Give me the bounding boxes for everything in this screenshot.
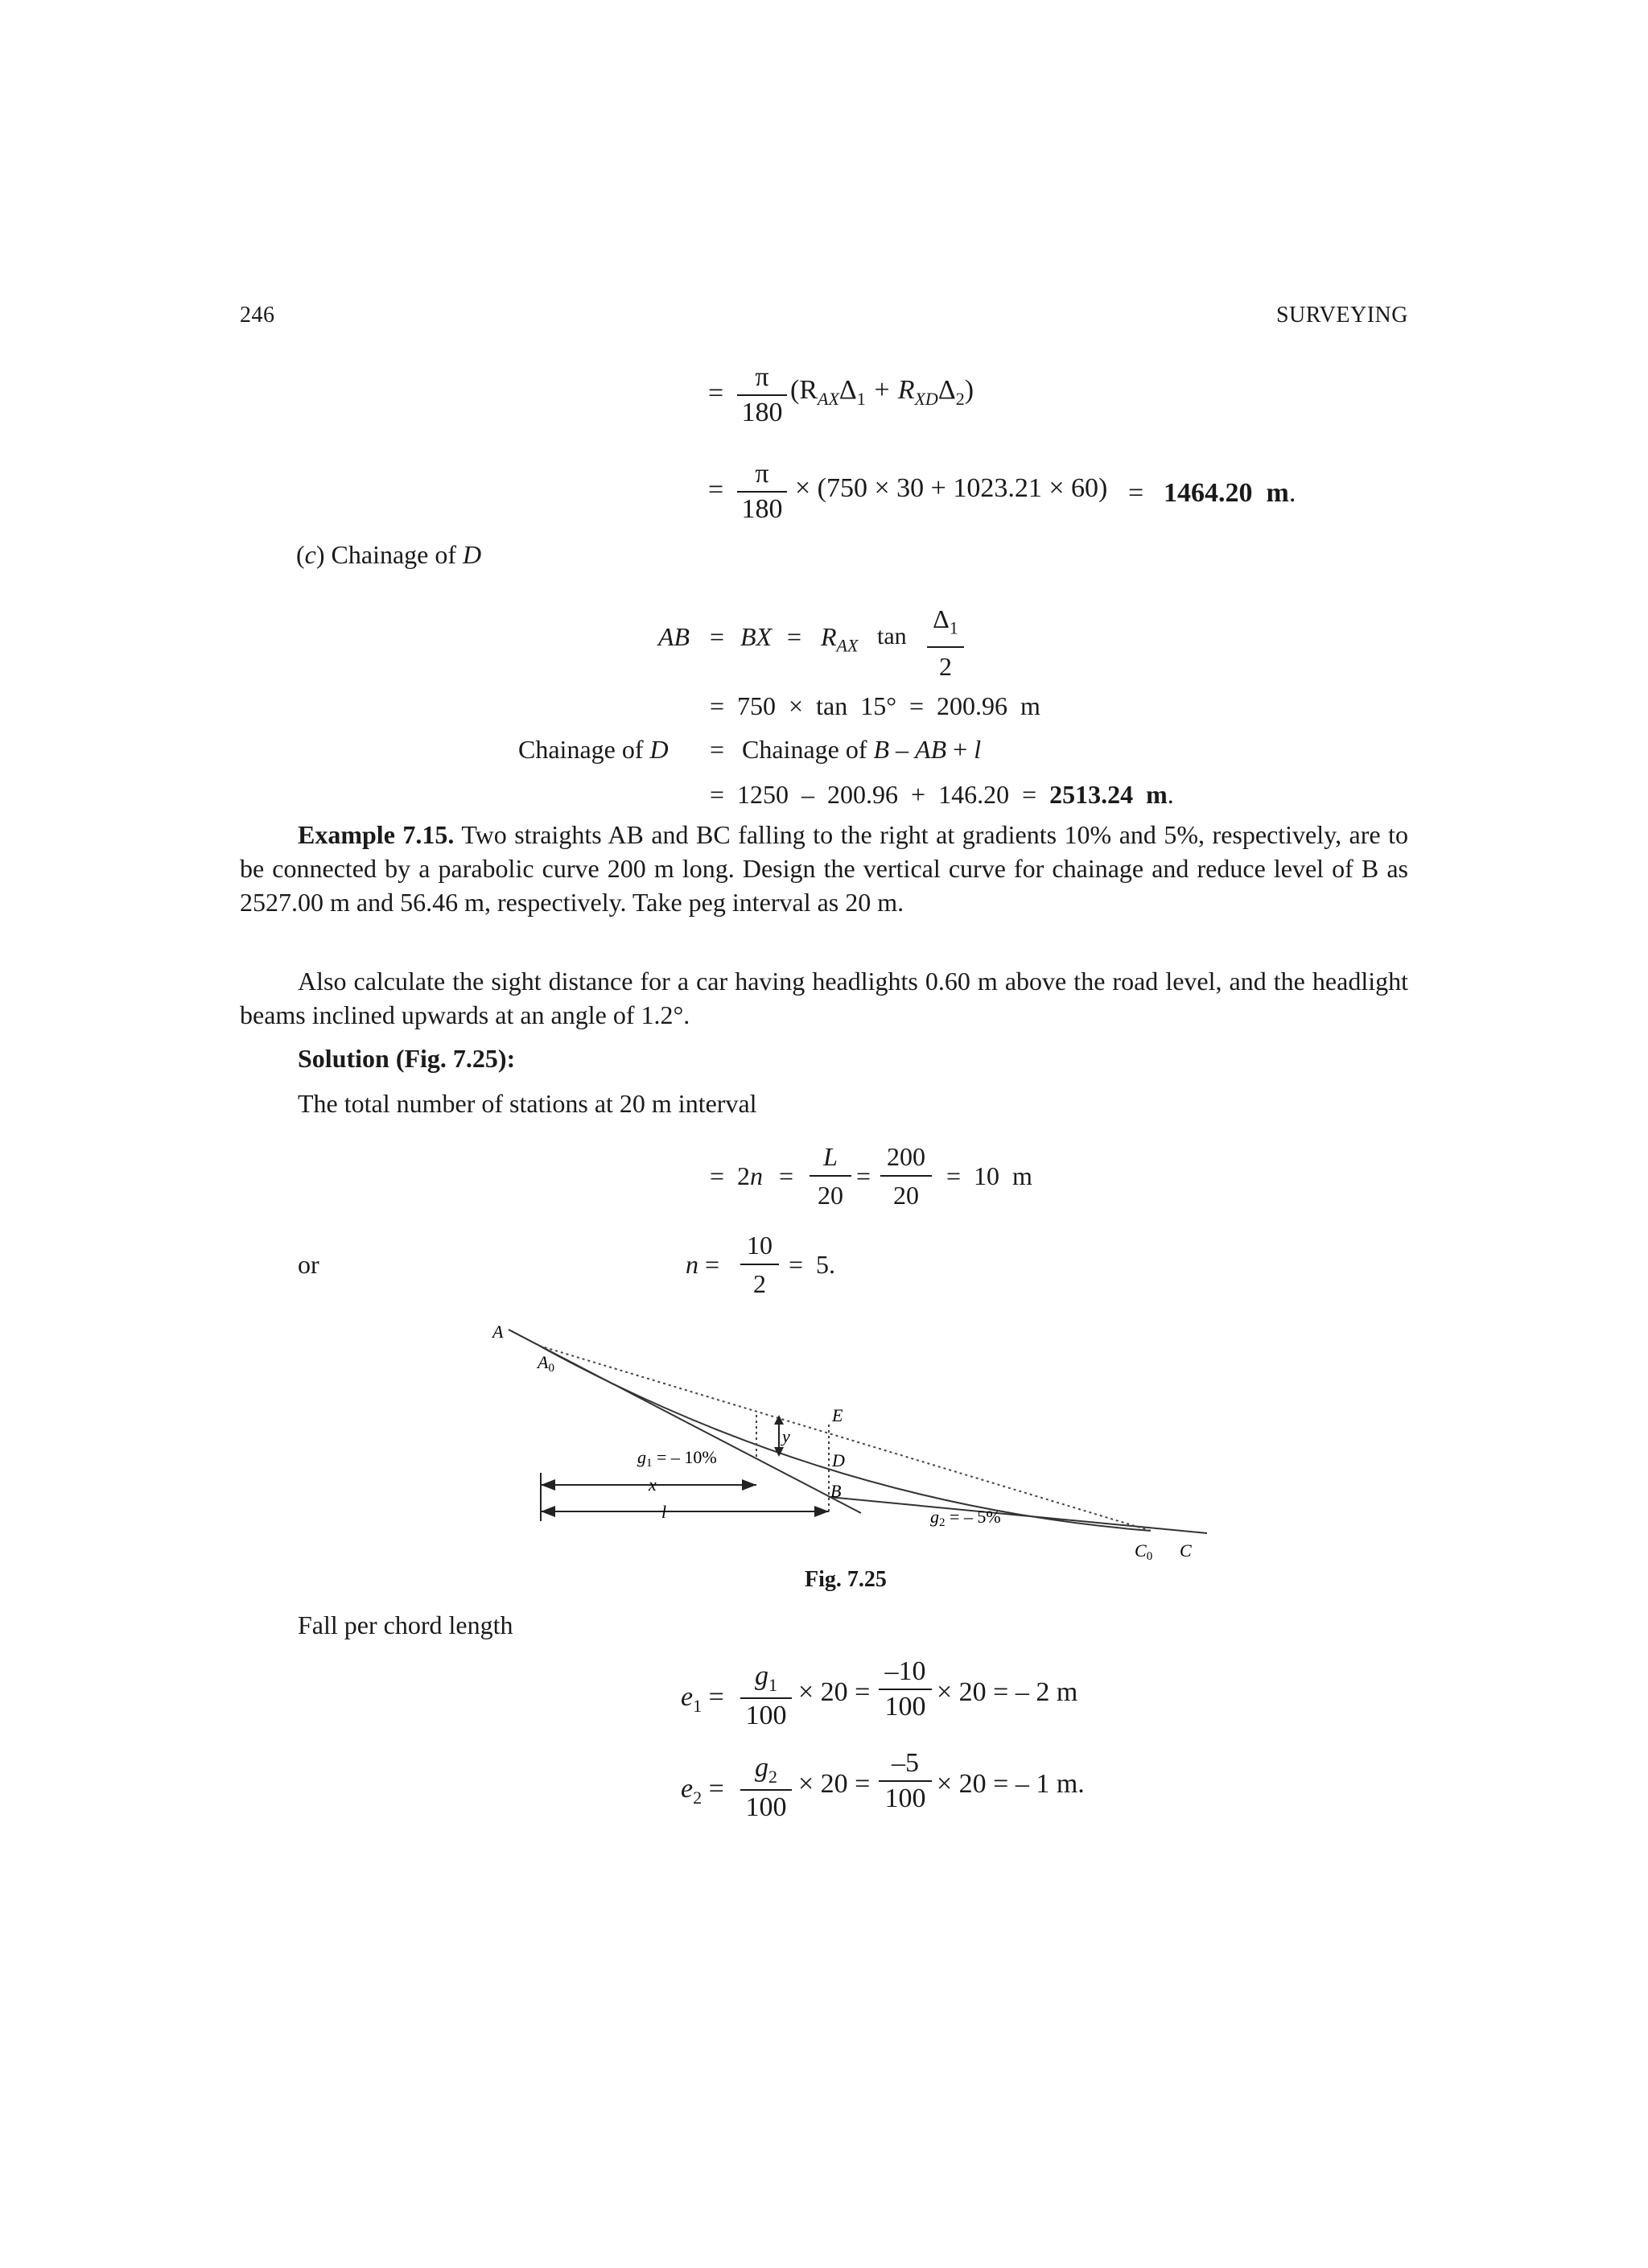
ab-bx: BX xyxy=(740,622,772,651)
e1-fraction-2 xyxy=(879,1656,932,1722)
eq1-expression: $(R_{AX}\Delta_1 + R_{XD}\Delta_2)$ xyxy=(790,375,974,409)
e1-result: × 20 = – 2 m xyxy=(937,1677,1078,1707)
x-arrow-right xyxy=(742,1479,756,1491)
eq1-den: 180 xyxy=(741,398,783,427)
chainage-d-lhs: Chainage of D xyxy=(518,735,669,764)
tangent-g2-line xyxy=(829,1497,1207,1533)
ab-tan: tan xyxy=(877,623,907,649)
figure-caption: Fig. 7.25 xyxy=(805,1567,887,1592)
eq1-pi: π xyxy=(737,362,787,396)
l-arrow-left xyxy=(541,1506,555,1517)
stations-eq-sign-2: = xyxy=(856,1161,871,1190)
e2-den2: 100 xyxy=(884,1783,926,1813)
ab-lhs: AB xyxy=(658,622,690,651)
eq2-equals-2: = xyxy=(1128,478,1144,508)
stations-result: = 10 m xyxy=(946,1161,1032,1190)
n-result: = 5. xyxy=(789,1250,836,1279)
e2-result: × 20 = – 1 m. xyxy=(937,1769,1085,1799)
example-paragraph-2: Also calculate the sight distance for a car having headlights 0.60 m above the road level, and the headlight beams inclined upwards at an angle of 1.2°. xyxy=(240,967,1408,1029)
n-den: 2 xyxy=(753,1269,766,1298)
solution-heading: Solution (Fig. 7.25): xyxy=(298,1044,516,1073)
eq1-fraction xyxy=(737,362,787,428)
stations-den-1: 20 xyxy=(818,1181,843,1210)
n-fraction xyxy=(740,1228,779,1301)
ab-eq: = xyxy=(710,622,725,651)
ab-eq2: = xyxy=(787,622,802,651)
page-number: 246 xyxy=(240,303,275,328)
e1-fraction-1 xyxy=(740,1661,792,1731)
label-y: y xyxy=(782,1426,790,1446)
label-x: x xyxy=(649,1474,657,1495)
stations-num-2: 200 xyxy=(880,1140,932,1177)
ab-den: 2 xyxy=(939,652,952,682)
stations-fraction-2 xyxy=(880,1140,932,1212)
e2-fraction-2 xyxy=(879,1748,932,1814)
stations-den-2: 20 xyxy=(893,1181,919,1210)
e1-lhs: $e_1$ = xyxy=(681,1682,724,1716)
running-title: SURVEYING xyxy=(1275,303,1408,328)
example-text: Two straights AB and BC falling to the right at gradients 10% and 5%, respectively, are to be connected by a parabolic curve 200 m long. Design the vertical curve for chainage and reduce level of B as 2527.00 m and 56.46 m, respectively. Take peg interval as 20 m. xyxy=(240,820,1409,917)
label-g1: g1 = – 10% xyxy=(637,1447,717,1470)
chainage-d-result: = 1250 – 200.96 + 146.20 = 2513.24 m. xyxy=(710,780,1174,809)
e2-fraction-1 xyxy=(740,1753,792,1823)
eq2-den: 180 xyxy=(741,494,783,524)
eq2-equals: = xyxy=(708,475,724,505)
x-arrow-left xyxy=(541,1479,555,1491)
e2-g: $g_2$ xyxy=(740,1753,792,1791)
e2-x20: × 20 = xyxy=(798,1769,871,1799)
example-label: Example 7.15. xyxy=(298,820,455,849)
stations-L: L xyxy=(810,1140,851,1177)
ab-radius: $R_{AX}$ xyxy=(821,622,859,656)
e1-num2: –10 xyxy=(879,1656,932,1690)
e1-g: $g_1$ xyxy=(740,1661,792,1699)
eq1-equals: = xyxy=(708,378,724,408)
eq2-result: 1464.20 m. xyxy=(1164,478,1296,508)
e2-den: 100 xyxy=(745,1792,787,1822)
label-c: C xyxy=(1180,1540,1192,1561)
stations-text: The total number of stations at 20 m interval xyxy=(298,1089,757,1118)
chord-line xyxy=(539,1346,1151,1531)
label-g2: g2 = – 5% xyxy=(930,1507,1001,1529)
chainage-eq: = xyxy=(710,735,725,764)
stations-eq-pre: = 2n xyxy=(710,1161,764,1190)
eq2-expression: × (750 × 30 + 1023.21 × 60) xyxy=(795,473,1108,503)
figure-7-25 xyxy=(483,1320,1223,1561)
stations-eq-sign: = xyxy=(779,1161,794,1190)
label-l: l xyxy=(661,1502,667,1522)
e2-lhs: $e_2$ = xyxy=(681,1774,724,1808)
part-c-heading: (c) Chainage of D xyxy=(296,540,482,569)
e1-den: 100 xyxy=(745,1700,787,1730)
label-b: B xyxy=(830,1481,842,1501)
chainage-d-rhs: Chainage of B – AB + l xyxy=(742,735,982,764)
fall-text: Fall per chord length xyxy=(298,1610,513,1639)
label-e: E xyxy=(832,1405,843,1425)
or-label: or xyxy=(298,1250,319,1279)
ab-num: $\Delta_1$ xyxy=(927,602,964,648)
ab-fraction xyxy=(927,602,964,683)
e1-x20: × 20 = xyxy=(798,1677,871,1707)
n-lhs: n = xyxy=(686,1250,720,1279)
n-num: 10 xyxy=(740,1228,779,1265)
eq2-fraction xyxy=(737,459,787,525)
label-a0: A0 xyxy=(538,1352,554,1375)
label-d: D xyxy=(832,1450,845,1470)
e2-num2: –5 xyxy=(879,1748,932,1782)
stations-fraction-1 xyxy=(810,1140,851,1212)
line-tan15: = 750 × tan 15° = 200.96 m xyxy=(710,691,1040,720)
l-arrow-right xyxy=(814,1506,829,1517)
eq2-pi: π xyxy=(737,459,787,493)
label-c0: C0 xyxy=(1135,1540,1153,1561)
e1-den2: 100 xyxy=(884,1692,926,1722)
label-a: A xyxy=(492,1322,504,1342)
example-paragraph xyxy=(240,818,1408,919)
